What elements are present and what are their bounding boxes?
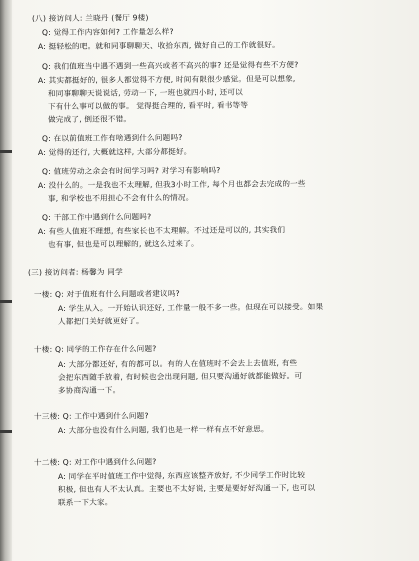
handwritten-line: (三) 接访问者: 杨馨为 同学: [27, 267, 123, 277]
handwritten-line: A: 没什么的。一是我也不太理解, 但我3小时工作, 每个月也都会去完成的一些: [37, 179, 306, 190]
handwritten-line: 十楼: Q: 同学的工作存在什么问题?: [33, 344, 157, 354]
handwritten-line: A: 挺轻松的吧。就和同事聊聊天、收拾东西, 做好自己的工作就很好。: [37, 40, 280, 51]
handwritten-line: 十三楼: Q: 工作中遇到什么问题?: [33, 411, 149, 421]
binding-edge: [0, 0, 12, 561]
handwritten-line: 一楼: Q: 对于值班有什么问题或者建议吗?: [33, 288, 180, 299]
handwritten-line: 会把东西随手放着, 有时候也会出现问题, 但只要沟通好就都能做好。可: [57, 371, 303, 382]
handwritten-line: 人都把门关好就更好了。: [57, 316, 144, 326]
handwritten-line: A: 学生从入。一开始认识还好, 工作量一般不多一些。但现在可以接受。如果: [57, 302, 324, 313]
handwritten-line: A: 大部分都还好, 有的都可以。有的人在值班时不会去上去值班, 有些: [57, 358, 298, 369]
handwritten-line: (八) 接访问人: 兰晓丹 (餐厅 9楼): [31, 13, 149, 23]
watermark: [367, 539, 405, 551]
handwritten-line: 多协商沟通一下。: [57, 385, 121, 395]
handwritten-line: 十二楼: Q: 对工作中遇到什么问题?: [33, 457, 157, 467]
handwritten-line: 联系一下大家。: [57, 497, 113, 507]
handwritten-line: A: 觉得的还行, 大概就这样, 大部分都挺好。: [37, 146, 192, 157]
handwritten-line: A: 有些人值班不理想, 有些家长也不太理解。不过还是可以的, 其实我们: [37, 225, 286, 236]
handwritten-line: Q: 觉得工作内容如何? 工作量怎么样?: [41, 27, 174, 37]
handwritten-line: Q: 我们值班当中遇不遇到一些高兴或者不高兴的事? 还是觉得有些不方便?: [41, 60, 299, 71]
handwritten-line: 也有事, 但也是可以理解的, 就这么过来了。: [47, 238, 199, 249]
handwritten-line: Q: 在以前值班工作有啥遇到什么问题吗?: [41, 133, 183, 143]
handwritten-line: A: 大部分也没有什么问题, 我们也是一样一样有点不好意思。: [57, 424, 269, 435]
handwritten-line: Q: 值班劳动之余会有时间学习吗? 对学习有影响吗?: [41, 165, 221, 176]
handwritten-line: A: 其实都挺好的, 很多人都觉得不方便, 时间有限很少感觉。但是可以想象,: [37, 74, 296, 85]
handwritten-line: 和同事聊聊天说说话, 劳动一下, 一班也就四小时, 还可以: [47, 87, 243, 98]
handwritten-line: Q: 干部工作中遇到什么问题吗?: [41, 212, 152, 222]
handwritten-line: 积极, 但也有人不太认真。主要也不太好说, 主要是要好好沟通一下, 也可以: [57, 483, 316, 494]
handwritten-line: 做完成了, 倒还很不错。: [47, 114, 132, 124]
handwritten-line: 事, 和学校也不用担心不会有什么的情况。: [47, 192, 194, 203]
handwritten-line: 下有什么事可以做的事。 觉得挺合理的, 看平时, 看书等等: [47, 100, 249, 111]
handwritten-line: A: 同学在平时值班工作中觉得, 东西应该整齐放好, 不少同学工作时比较: [57, 470, 306, 481]
